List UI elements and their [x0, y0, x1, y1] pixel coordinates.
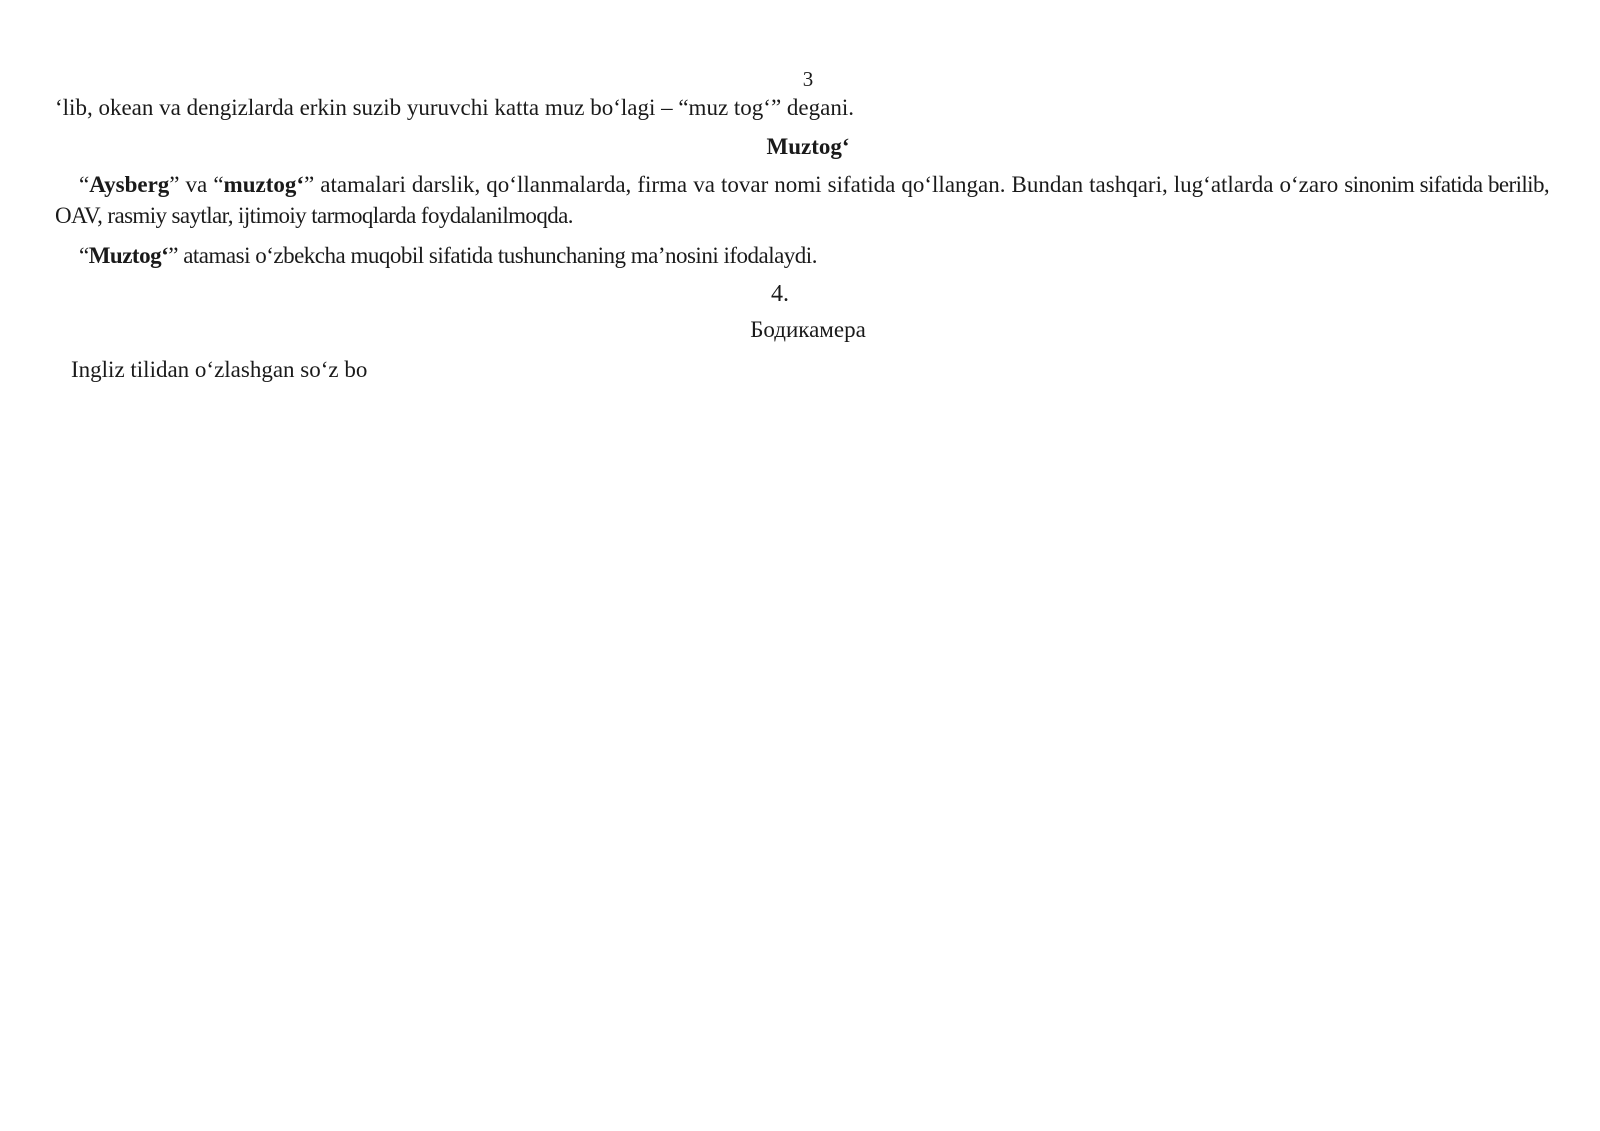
meaning-paragraph [55, 240, 1549, 271]
paragraph-text: ” atamalari darslik, qo‘llanmalarda, firma va tovar nomi sifatida qo‘llangan. Bundan tashqari, lug‘atlarda o‘zaro [304, 172, 1345, 197]
continuation-paragraph: ‘lib, okean va dengizlarda erkin suzib yuruvchi katta muz bo‘lagi – “muz tog‘” degani. [55, 95, 854, 120]
term-muztog: muztog‘ [223, 172, 305, 197]
section-title: Бодикамера [750, 317, 866, 342]
term-aysberg: Aysberg [89, 172, 170, 197]
synonym-paragraph [55, 169, 1549, 231]
term-heading: Muztog‘ [766, 134, 850, 159]
origin-paragraph: Ingliz tilidan o‘zlashgan so‘z bo [71, 357, 368, 382]
quote-open: “ [79, 243, 89, 268]
paragraph-text-continued: sinonim sifatida berilib, OAV, rasmiy saytlar, ijtimoiy tarmoqlarda foydalanilmoqda. [55, 172, 1549, 228]
term-muztog-bold: Muztog‘ [88, 243, 169, 268]
quote-open: “ [79, 172, 90, 197]
document-page [55, 66, 1549, 385]
paragraph-text: ” atamasi o‘zbekcha muqobil sifatida tushunchaning ma’nosini ifodalaydi. [168, 243, 817, 268]
quote-mid: ” va “ [169, 172, 224, 197]
section-number: 4. [771, 281, 789, 307]
page-number: 3 [802, 67, 814, 91]
